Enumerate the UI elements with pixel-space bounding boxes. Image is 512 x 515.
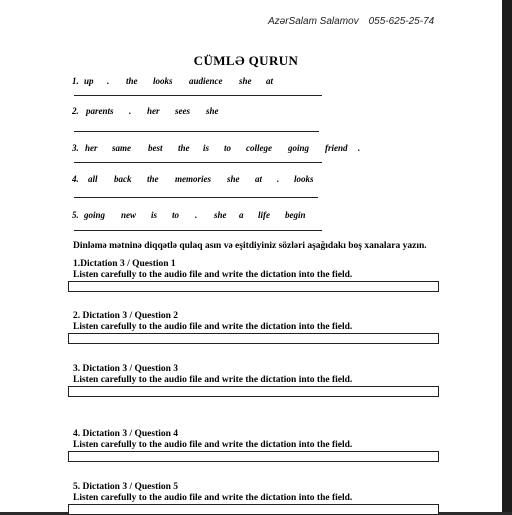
- answer-line-1[interactable]: [74, 95, 322, 96]
- question-4: [72, 174, 314, 184]
- dictation-instruction-3: Listen carefully to the audio file and write the dictation into the field.: [73, 375, 353, 385]
- word: is: [151, 210, 158, 220]
- word: going: [288, 143, 310, 153]
- answer-line-2[interactable]: [74, 131, 319, 132]
- word: she: [214, 210, 227, 220]
- page-title: CÜMLƏ QURUN: [193, 53, 299, 68]
- word: back: [114, 174, 132, 184]
- word: is: [203, 143, 210, 153]
- word: looks: [153, 76, 173, 86]
- phone-number: 055-625-25-74: [368, 16, 435, 27]
- word: she: [206, 106, 219, 116]
- word: her: [85, 143, 98, 153]
- dictation-title-5: 5. Dictation 3 / Question 5: [73, 482, 179, 492]
- word: life: [258, 210, 270, 220]
- word: all: [88, 174, 98, 184]
- word: at: [266, 76, 274, 86]
- word: the: [126, 76, 138, 86]
- word: going: [84, 210, 106, 220]
- word: college: [246, 143, 272, 153]
- dictation-instruction-1: Listen carefully to the audio file and write the dictation into the field.: [73, 270, 353, 280]
- word: audience: [189, 76, 223, 86]
- dictation-instruction-4: Listen carefully to the audio file and write the dictation into the field.: [73, 440, 353, 450]
- word: .: [277, 174, 280, 184]
- dictation-title-4: 4. Dictation 3 / Question 4: [73, 429, 179, 439]
- word: friend: [325, 143, 348, 153]
- question-number: 5.: [72, 210, 79, 220]
- word: she: [239, 76, 252, 86]
- word: at: [255, 174, 263, 184]
- dictation-instruction-5: Listen carefully to the audio file and write the dictation into the field.: [73, 493, 353, 503]
- word: parents: [86, 106, 114, 116]
- question-number: 1.: [72, 76, 79, 86]
- page-header: [268, 16, 434, 27]
- word: .: [195, 210, 198, 220]
- question-1: [72, 76, 273, 86]
- dictation-field-1[interactable]: [68, 281, 439, 292]
- author-name: AzərSalam Salamov: [268, 16, 359, 27]
- word: best: [148, 143, 163, 153]
- word: .: [129, 106, 132, 116]
- word: sees: [175, 106, 190, 116]
- word: looks: [294, 174, 314, 184]
- dictation-field-2[interactable]: [68, 333, 439, 344]
- dictation-title-3: 3. Dictation 3 / Question 3: [73, 364, 179, 374]
- word: to: [172, 210, 180, 220]
- answer-line-4[interactable]: [74, 197, 318, 198]
- word: to: [224, 143, 232, 153]
- word: same: [112, 143, 131, 153]
- question-2: [72, 106, 219, 116]
- answer-line-5[interactable]: [74, 230, 322, 231]
- question-number: 3.: [72, 143, 79, 153]
- answer-line-3[interactable]: [74, 162, 322, 163]
- dictation-title-1: 1.Dictation 3 / Question 1: [73, 259, 176, 269]
- word: up: [84, 76, 94, 86]
- dictation-field-4[interactable]: [68, 451, 439, 462]
- word: memories: [175, 174, 211, 184]
- dictation-field-3[interactable]: [68, 386, 439, 397]
- question-number: 4.: [72, 174, 79, 184]
- dictation-title-2: 2. Dictation 3 / Question 2: [73, 311, 179, 321]
- question-5: [72, 210, 306, 220]
- word: new: [121, 210, 137, 220]
- dictation-field-5[interactable]: [68, 504, 439, 515]
- instruction-text: Dinləmə mətninə diqqətlə qulaq asın və eşitdiyiniz sözləri aşağıdakı boş xanalara yazın.: [73, 241, 427, 251]
- word: she: [227, 174, 240, 184]
- word: .: [107, 76, 110, 86]
- page-edge-border: [502, 0, 512, 512]
- word: a: [239, 210, 244, 220]
- word: the: [178, 143, 190, 153]
- question-number: 2.: [72, 106, 79, 116]
- question-3: [72, 143, 360, 153]
- word: begin: [285, 210, 306, 220]
- word: her: [147, 106, 160, 116]
- dictation-instruction-2: Listen carefully to the audio file and write the dictation into the field.: [73, 322, 353, 332]
- word: .: [358, 143, 361, 153]
- word: the: [147, 174, 159, 184]
